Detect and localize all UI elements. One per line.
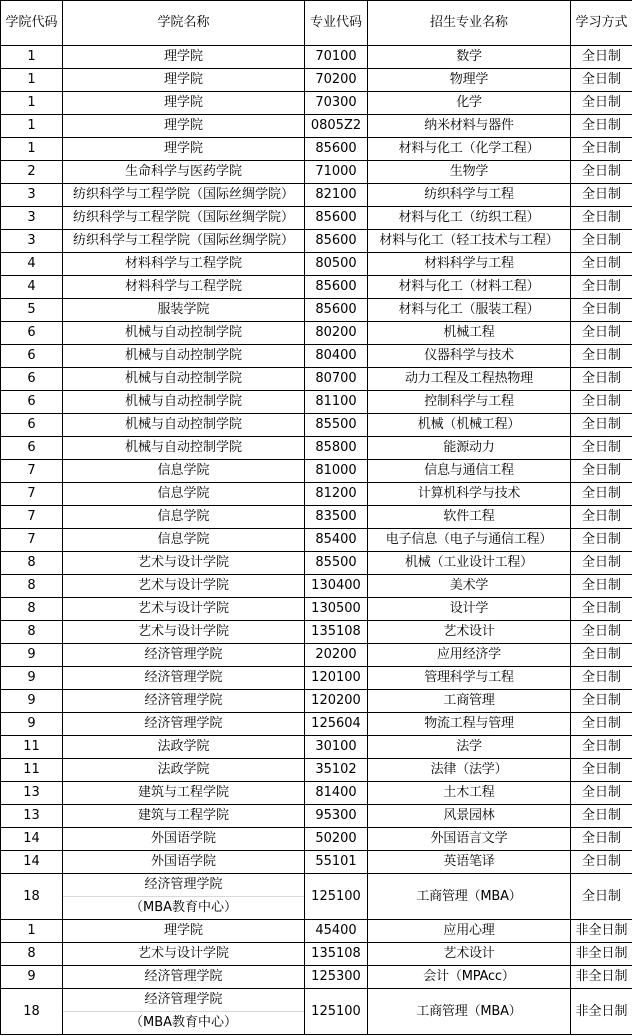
major-code-cell: 83500	[305, 506, 368, 529]
major-code-cell: 85600	[305, 276, 368, 299]
major-name-cell: 控制科学与工程	[368, 391, 571, 414]
college-name-cell	[63, 851, 305, 874]
table-row	[1, 782, 632, 805]
table-row	[1, 621, 632, 644]
study-mode-cell: 全日制	[571, 736, 632, 759]
major-code-cell: 85400	[305, 529, 368, 552]
table-row	[1, 851, 632, 874]
college-name-line: 艺术与设计学院	[137, 601, 229, 616]
college-name-cell	[63, 690, 305, 713]
major-name-cell: 数学	[368, 46, 571, 69]
college-name-line: 材料科学与工程学院	[124, 256, 242, 271]
header-major-code: 专业代码	[305, 1, 368, 46]
major-code-cell: 135108	[305, 621, 368, 644]
college-name-cell	[63, 506, 305, 529]
college-name-line: 外国语学院	[150, 854, 216, 869]
college-code-cell: 3	[1, 207, 63, 230]
table-row	[1, 207, 632, 230]
study-mode-cell: 全日制	[571, 552, 632, 575]
major-code-cell: 80500	[305, 253, 368, 276]
table-row	[1, 598, 632, 621]
college-code-cell: 4	[1, 276, 63, 299]
major-name-cell: 机械工程	[368, 322, 571, 345]
college-name-line: 艺术与设计学院	[137, 578, 229, 593]
college-code-cell: 9	[1, 690, 63, 713]
college-name-cell	[63, 161, 305, 184]
college-code-cell: 8	[1, 621, 63, 644]
major-name-cell: 材料与化工（服装工程）	[368, 299, 571, 322]
table-body	[1, 46, 632, 1035]
college-code-cell: 13	[1, 805, 63, 828]
college-code-cell: 1	[1, 115, 63, 138]
major-code-cell: 120200	[305, 690, 368, 713]
college-name-cell	[63, 299, 305, 322]
college-code-cell: 6	[1, 414, 63, 437]
college-name-line: 信息学院	[157, 532, 210, 547]
major-name-cell: 艺术设计	[368, 621, 571, 644]
college-name-line: 建筑与工程学院	[137, 808, 229, 823]
major-code-cell: 120100	[305, 667, 368, 690]
college-name-line: 机械与自动控制学院	[124, 440, 242, 455]
major-name-cell: 纺织科学与工程	[368, 184, 571, 207]
major-code-cell: 70200	[305, 69, 368, 92]
table-row	[1, 115, 632, 138]
table-row	[1, 759, 632, 782]
college-name-line: 经济管理学院	[144, 670, 223, 685]
table-row	[1, 736, 632, 759]
college-code-cell: 14	[1, 851, 63, 874]
college-name-cell	[63, 46, 305, 69]
college-name-cell	[63, 345, 305, 368]
college-name-cell	[63, 437, 305, 460]
college-code-cell: 18	[1, 989, 63, 1035]
table-row	[1, 989, 632, 1035]
college-code-cell: 1	[1, 46, 63, 69]
study-mode-cell: 全日制	[571, 437, 632, 460]
major-name-cell: 机械（工业设计工程）	[368, 552, 571, 575]
major-name-cell: 材料科学与工程	[368, 253, 571, 276]
college-code-cell: 13	[1, 782, 63, 805]
college-name-cell	[63, 230, 305, 253]
major-code-cell: 135108	[305, 943, 368, 966]
college-name-cell	[63, 69, 305, 92]
major-code-cell: 50200	[305, 828, 368, 851]
study-mode-cell: 全日制	[571, 529, 632, 552]
major-code-cell: 70100	[305, 46, 368, 69]
major-code-cell: 130400	[305, 575, 368, 598]
major-code-cell: 30100	[305, 736, 368, 759]
table-row	[1, 345, 632, 368]
table-row	[1, 506, 632, 529]
major-code-cell: 0805Z2	[305, 115, 368, 138]
college-code-cell: 7	[1, 483, 63, 506]
college-code-cell: 3	[1, 184, 63, 207]
college-name-line: 纺织科学与工程学院（国际丝绸学院）	[72, 187, 294, 202]
college-name-line: 理学院	[163, 49, 203, 64]
college-name-cell	[63, 207, 305, 230]
college-code-cell: 7	[1, 506, 63, 529]
college-name-cell	[63, 759, 305, 782]
college-name-cell	[63, 667, 305, 690]
college-code-cell: 14	[1, 828, 63, 851]
college-name-line: 服装学院	[157, 302, 210, 317]
college-name-line: 理学院	[163, 95, 203, 110]
study-mode-cell: 全日制	[571, 460, 632, 483]
college-name-cell	[63, 368, 305, 391]
college-name-cell	[63, 966, 305, 989]
table-row	[1, 46, 632, 69]
table-row	[1, 920, 632, 943]
study-mode-cell: 全日制	[571, 851, 632, 874]
study-mode-cell: 全日制	[571, 414, 632, 437]
study-mode-cell: 全日制	[571, 874, 632, 920]
study-mode-cell: 非全日制	[571, 943, 632, 966]
college-name-line: 理学院	[163, 923, 203, 938]
table-row	[1, 276, 632, 299]
table-row	[1, 690, 632, 713]
major-code-cell: 85500	[305, 414, 368, 437]
college-name-cell	[63, 460, 305, 483]
college-name-cell	[63, 713, 305, 736]
major-code-cell: 85600	[305, 299, 368, 322]
table-row	[1, 575, 632, 598]
college-name-line: 纺织科学与工程学院（国际丝绸学院）	[72, 210, 294, 225]
college-name-line: （MBA教育中心）	[63, 1011, 304, 1034]
college-name-cell	[63, 115, 305, 138]
college-name-line: 经济管理学院	[144, 877, 223, 892]
college-name-cell	[63, 736, 305, 759]
major-name-cell: 动力工程及工程热物理	[368, 368, 571, 391]
major-name-cell: 外国语言文学	[368, 828, 571, 851]
major-code-cell: 55101	[305, 851, 368, 874]
major-code-cell: 45400	[305, 920, 368, 943]
major-name-cell: 会计（MPAcc）	[368, 966, 571, 989]
college-code-cell: 6	[1, 368, 63, 391]
study-mode-cell: 全日制	[571, 759, 632, 782]
college-name-line: 经济管理学院	[144, 693, 223, 708]
major-code-cell: 82100	[305, 184, 368, 207]
major-name-cell: 美术学	[368, 575, 571, 598]
college-code-cell: 6	[1, 391, 63, 414]
table-row	[1, 460, 632, 483]
study-mode-cell: 全日制	[571, 368, 632, 391]
table-row	[1, 161, 632, 184]
college-code-cell: 3	[1, 230, 63, 253]
major-code-cell: 85500	[305, 552, 368, 575]
college-code-cell: 8	[1, 575, 63, 598]
college-name-line: 机械与自动控制学院	[124, 325, 242, 340]
major-code-cell: 125604	[305, 713, 368, 736]
table-row	[1, 253, 632, 276]
college-name-line: 经济管理学院	[144, 992, 223, 1007]
study-mode-cell: 全日制	[571, 184, 632, 207]
major-name-cell: 工商管理（MBA）	[368, 874, 571, 920]
table-row	[1, 805, 632, 828]
college-name-cell	[63, 552, 305, 575]
study-mode-cell: 全日制	[571, 299, 632, 322]
college-name-line: 机械与自动控制学院	[124, 417, 242, 432]
study-mode-cell: 非全日制	[571, 966, 632, 989]
major-name-cell: 风景园林	[368, 805, 571, 828]
table-row	[1, 368, 632, 391]
table-row	[1, 391, 632, 414]
major-code-cell: 71000	[305, 161, 368, 184]
table-row	[1, 299, 632, 322]
college-name-line: 理学院	[163, 141, 203, 156]
college-name-line: 法政学院	[157, 739, 210, 754]
college-name-cell	[63, 989, 305, 1035]
major-name-cell: 材料与化工（化学工程）	[368, 138, 571, 161]
major-code-cell: 125300	[305, 966, 368, 989]
study-mode-cell: 全日制	[571, 345, 632, 368]
college-name-cell	[63, 391, 305, 414]
college-name-cell	[63, 276, 305, 299]
study-mode-cell: 全日制	[571, 276, 632, 299]
table-row	[1, 667, 632, 690]
major-code-cell: 20200	[305, 644, 368, 667]
study-mode-cell: 全日制	[571, 621, 632, 644]
college-code-cell: 6	[1, 437, 63, 460]
college-code-cell: 4	[1, 253, 63, 276]
college-name-cell	[63, 828, 305, 851]
major-code-cell: 85600	[305, 230, 368, 253]
college-name-cell	[63, 874, 305, 920]
college-name-cell	[63, 92, 305, 115]
college-name-line: 艺术与设计学院	[137, 555, 229, 570]
study-mode-cell: 全日制	[571, 322, 632, 345]
header-major-name: 招生专业名称	[368, 1, 571, 46]
college-name-line: 材料科学与工程学院	[124, 279, 242, 294]
table-row	[1, 529, 632, 552]
major-name-cell: 应用经济学	[368, 644, 571, 667]
table-row	[1, 69, 632, 92]
college-name-cell	[63, 621, 305, 644]
table-row	[1, 828, 632, 851]
college-name-cell	[63, 529, 305, 552]
study-mode-cell: 全日制	[571, 46, 632, 69]
college-code-cell: 11	[1, 736, 63, 759]
study-mode-cell: 全日制	[571, 230, 632, 253]
college-name-line: 艺术与设计学院	[137, 624, 229, 639]
college-name-cell	[63, 575, 305, 598]
college-name-cell	[63, 805, 305, 828]
major-code-cell: 81200	[305, 483, 368, 506]
study-mode-cell: 全日制	[571, 115, 632, 138]
major-name-cell: 化学	[368, 92, 571, 115]
table-row	[1, 644, 632, 667]
major-code-cell: 81100	[305, 391, 368, 414]
header-college-code: 学院代码	[1, 1, 63, 46]
study-mode-cell: 全日制	[571, 598, 632, 621]
major-name-cell: 材料与化工（材料工程）	[368, 276, 571, 299]
college-name-line: 信息学院	[157, 486, 210, 501]
college-name-cell	[63, 483, 305, 506]
study-mode-cell: 全日制	[571, 138, 632, 161]
college-name-line: 建筑与工程学院	[137, 785, 229, 800]
college-name-cell	[63, 322, 305, 345]
major-name-cell: 英语笔译	[368, 851, 571, 874]
college-code-cell: 9	[1, 644, 63, 667]
college-name-cell	[63, 782, 305, 805]
major-code-cell: 130500	[305, 598, 368, 621]
college-name-line: 理学院	[163, 118, 203, 133]
college-code-cell: 1	[1, 69, 63, 92]
college-code-cell: 7	[1, 460, 63, 483]
college-name-cell	[63, 184, 305, 207]
college-name-cell	[63, 920, 305, 943]
study-mode-cell: 全日制	[571, 667, 632, 690]
college-name-line: 生命科学与医药学院	[124, 164, 242, 179]
table-row	[1, 414, 632, 437]
study-mode-cell: 全日制	[571, 69, 632, 92]
study-mode-cell: 全日制	[571, 713, 632, 736]
major-name-cell: 工商管理（MBA）	[368, 989, 571, 1035]
college-code-cell: 1	[1, 920, 63, 943]
college-code-cell: 9	[1, 667, 63, 690]
table-row	[1, 230, 632, 253]
major-name-cell: 法学	[368, 736, 571, 759]
college-name-line: 机械与自动控制学院	[124, 348, 242, 363]
college-name-cell	[63, 138, 305, 161]
study-mode-cell: 全日制	[571, 828, 632, 851]
college-name-line: （MBA教育中心）	[63, 896, 304, 919]
college-code-cell: 9	[1, 713, 63, 736]
study-mode-cell: 全日制	[571, 207, 632, 230]
table-row	[1, 92, 632, 115]
college-name-line: 外国语学院	[150, 831, 216, 846]
major-name-cell: 纳米材料与器件	[368, 115, 571, 138]
college-code-cell: 1	[1, 92, 63, 115]
study-mode-cell: 全日制	[571, 575, 632, 598]
major-code-cell: 35102	[305, 759, 368, 782]
major-name-cell: 能源动力	[368, 437, 571, 460]
major-name-cell: 信息与通信工程	[368, 460, 571, 483]
major-name-cell: 软件工程	[368, 506, 571, 529]
header-college-name: 学院名称	[63, 1, 305, 46]
study-mode-cell: 全日制	[571, 161, 632, 184]
college-name-cell	[63, 253, 305, 276]
college-code-cell: 1	[1, 138, 63, 161]
college-name-line: 理学院	[163, 72, 203, 87]
major-name-cell: 计算机科学与技术	[368, 483, 571, 506]
table-row	[1, 874, 632, 920]
major-code-cell: 85600	[305, 207, 368, 230]
major-name-cell: 材料与化工（纺织工程）	[368, 207, 571, 230]
table-row	[1, 437, 632, 460]
college-name-line: 机械与自动控制学院	[124, 394, 242, 409]
college-code-cell: 6	[1, 345, 63, 368]
table-row	[1, 552, 632, 575]
college-code-cell: 2	[1, 161, 63, 184]
college-name-line: 艺术与设计学院	[137, 946, 229, 961]
major-name-cell: 生物学	[368, 161, 571, 184]
study-mode-cell: 全日制	[571, 92, 632, 115]
major-name-cell: 土木工程	[368, 782, 571, 805]
college-name-line: 经济管理学院	[144, 969, 223, 984]
college-code-cell: 8	[1, 943, 63, 966]
table-row	[1, 483, 632, 506]
major-name-cell: 材料与化工（轻工技术与工程）	[368, 230, 571, 253]
study-mode-cell: 全日制	[571, 483, 632, 506]
study-mode-cell: 全日制	[571, 805, 632, 828]
college-name-line: 机械与自动控制学院	[124, 371, 242, 386]
study-mode-cell: 非全日制	[571, 920, 632, 943]
major-code-cell: 81000	[305, 460, 368, 483]
major-code-cell: 125100	[305, 989, 368, 1035]
college-code-cell: 8	[1, 552, 63, 575]
major-code-cell: 125100	[305, 874, 368, 920]
college-name-cell	[63, 943, 305, 966]
header-row	[1, 1, 632, 46]
major-name-cell: 工商管理	[368, 690, 571, 713]
major-code-cell: 95300	[305, 805, 368, 828]
college-name-line: 经济管理学院	[144, 647, 223, 662]
college-name-line: 经济管理学院	[144, 716, 223, 731]
college-name-line: 纺织科学与工程学院（国际丝绸学院）	[72, 233, 294, 248]
major-name-cell: 电子信息（电子与通信工程）	[368, 529, 571, 552]
study-mode-cell: 全日制	[571, 782, 632, 805]
college-name-line: 信息学院	[157, 463, 210, 478]
major-name-cell: 仪器科学与技术	[368, 345, 571, 368]
study-mode-cell: 全日制	[571, 644, 632, 667]
table-row	[1, 138, 632, 161]
table-row	[1, 713, 632, 736]
major-code-cell: 81400	[305, 782, 368, 805]
college-code-cell: 6	[1, 322, 63, 345]
major-code-cell: 80700	[305, 368, 368, 391]
college-code-cell: 11	[1, 759, 63, 782]
college-name-cell	[63, 644, 305, 667]
college-code-cell: 5	[1, 299, 63, 322]
table-row	[1, 322, 632, 345]
major-code-cell: 85800	[305, 437, 368, 460]
college-code-cell: 7	[1, 529, 63, 552]
table-header	[1, 1, 632, 46]
study-mode-cell: 全日制	[571, 506, 632, 529]
study-mode-cell: 全日制	[571, 690, 632, 713]
major-name-cell: 应用心理	[368, 920, 571, 943]
major-code-cell: 80400	[305, 345, 368, 368]
study-mode-cell: 非全日制	[571, 989, 632, 1035]
major-code-cell: 70300	[305, 92, 368, 115]
table-row	[1, 184, 632, 207]
table-row	[1, 966, 632, 989]
college-code-cell: 8	[1, 598, 63, 621]
college-code-cell: 9	[1, 966, 63, 989]
major-name-cell: 机械（机械工程）	[368, 414, 571, 437]
major-name-cell: 设计学	[368, 598, 571, 621]
major-code-cell: 80200	[305, 322, 368, 345]
major-name-cell: 物理学	[368, 69, 571, 92]
college-name-cell	[63, 598, 305, 621]
college-name-cell	[63, 414, 305, 437]
study-mode-cell: 全日制	[571, 253, 632, 276]
header-study-mode: 学习方式	[571, 1, 632, 46]
major-code-cell: 85600	[305, 138, 368, 161]
table-row	[1, 943, 632, 966]
college-code-cell: 18	[1, 874, 63, 920]
college-name-line: 法政学院	[157, 762, 210, 777]
major-name-cell: 管理科学与工程	[368, 667, 571, 690]
study-mode-cell: 全日制	[571, 391, 632, 414]
college-name-line: 信息学院	[157, 509, 210, 524]
major-name-cell: 法律（法学）	[368, 759, 571, 782]
major-name-cell: 物流工程与管理	[368, 713, 571, 736]
major-name-cell: 艺术设计	[368, 943, 571, 966]
